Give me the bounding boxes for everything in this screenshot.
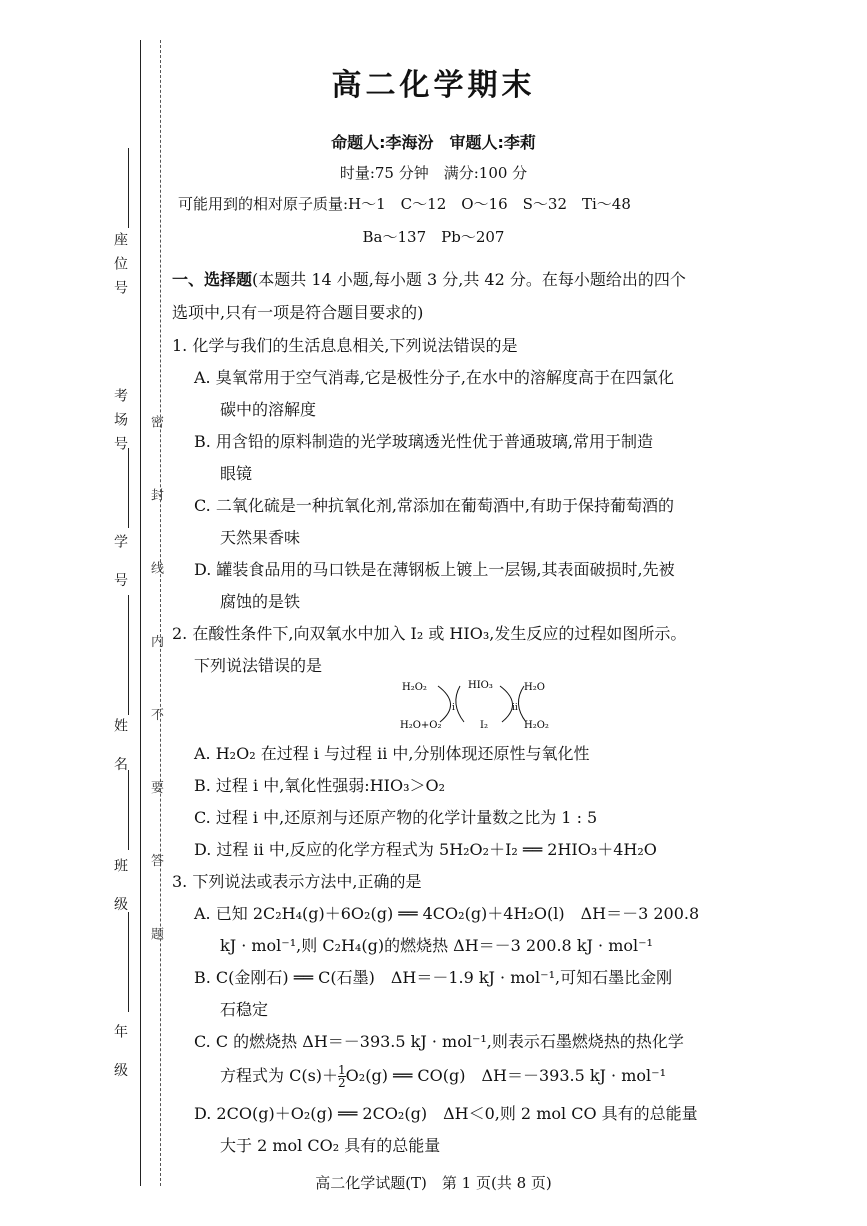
atomic-masses-line-2: Ba～137 Pb～207 bbox=[362, 228, 505, 246]
cycle-arc-right bbox=[500, 686, 513, 722]
seat-label: 座位号 bbox=[112, 232, 128, 304]
q1-option-c: C. 二氧化硫是一种抗氧化剂,常添加在葡萄酒中,有助于保持葡萄酒的 bbox=[194, 496, 675, 515]
name-field bbox=[128, 770, 129, 850]
cycle-arc-left bbox=[438, 686, 451, 722]
q1-option-a: A. 臭氧常用于空气消毒,它是极性分子,在水中的溶解度高于在四氯化 bbox=[194, 368, 674, 387]
q2-stem-cont: 下列说法错误的是 bbox=[194, 656, 323, 675]
time-score: 时量:75 分钟 满分:100 分 bbox=[339, 164, 528, 182]
fraction-denominator: 2 bbox=[338, 1076, 346, 1090]
atomic-masses-line-1: 可能用到的相对原子质量:H～1 C～12 O～16 S～32 Ti～48 bbox=[178, 195, 631, 213]
q3-option-b-cont: 石稳定 bbox=[220, 1000, 269, 1019]
class-field bbox=[128, 912, 129, 1012]
q3-c-text-b: O₂(g) ══ CO(g) ΔH＝－393.5 kJ · mol⁻¹ bbox=[345, 1066, 667, 1085]
cycle-arc-left-inner bbox=[456, 686, 464, 722]
student-id-field bbox=[128, 595, 129, 715]
q3-option-a-cont: kJ · mol⁻¹,则 C₂H₄(g)的燃烧热 ΔH＝－3 200.8 kJ · mol⁻¹ bbox=[220, 936, 653, 955]
diagram-i2: I₂ bbox=[480, 720, 488, 731]
q1-stem: 1. 化学与我们的生活息息相关,下列说法错误的是 bbox=[172, 336, 518, 355]
q2-stem: 2. 在酸性条件下,向双氧水中加入 I₂ 或 HIO₃,发生反应的过程如图所示。 bbox=[172, 624, 687, 643]
section-title: 一、选择题 bbox=[172, 270, 253, 289]
diagram-h2o2: H₂O₂ bbox=[402, 682, 427, 693]
diagram-step-ii: ii bbox=[512, 703, 518, 713]
fraction-numerator: 1 bbox=[338, 1063, 346, 1077]
exam-room-label: 考场号 bbox=[112, 388, 128, 460]
diagram-step-i: i bbox=[452, 703, 455, 713]
q3-option-d: D. 2CO(g)＋O₂(g) ══ 2CO₂(g) ΔH＜0,则 2 mol CO 具有的总能量 bbox=[194, 1104, 698, 1123]
name-label: 姓 名 bbox=[112, 718, 128, 781]
q2-option-c: C. 过程 i 中,还原剂与还原产物的化学计量数之比为 1 : 5 bbox=[194, 808, 598, 827]
section-desc-2: 选项中,只有一项是符合题目要求的) bbox=[172, 303, 424, 322]
fraction-one-half bbox=[338, 1064, 346, 1089]
seal-notice: 密 封 线 内 不 要 答 题 bbox=[148, 415, 163, 968]
seat-field bbox=[128, 148, 129, 228]
page-footer: 高二化学试题(T) 第 1 页(共 8 页) bbox=[315, 1174, 552, 1192]
q2-option-b: B. 过程 i 中,氧化性强弱:HIO₃＞O₂ bbox=[194, 776, 446, 795]
q3-option-d-cont: 大于 2 mol CO₂ 具有的总能量 bbox=[220, 1136, 441, 1155]
exam-room-field bbox=[128, 448, 129, 528]
student-id-label: 学 号 bbox=[112, 534, 128, 597]
binding-line bbox=[140, 40, 141, 1186]
q1-option-c-cont: 天然果香味 bbox=[220, 528, 301, 547]
grade-label: 年 级 bbox=[112, 1024, 128, 1087]
page-title: 高二化学期末 bbox=[331, 68, 536, 103]
section-heading bbox=[172, 270, 686, 290]
q3-option-c: C. C 的燃烧热 ΔH＝－393.5 kJ · mol⁻¹,则表示石墨燃烧热的热化学 bbox=[194, 1032, 684, 1051]
reaction-cycle-diagram bbox=[400, 676, 570, 736]
q1-option-b-cont: 眼镜 bbox=[220, 464, 253, 483]
authors: 命题人:李海汾 审题人:李莉 bbox=[331, 133, 536, 152]
class-label: 班 级 bbox=[112, 858, 128, 921]
q3-c-text-a: 方程式为 C(s)＋ bbox=[220, 1066, 339, 1085]
q1-option-a-cont: 碳中的溶解度 bbox=[220, 400, 317, 419]
q3-option-b: B. C(金刚石) ══ C(石墨) ΔH＝－1.9 kJ · mol⁻¹,可知石墨比金刚 bbox=[194, 968, 673, 987]
q2-option-d: D. 过程 ii 中,反应的化学方程式为 5H₂O₂＋I₂ ══ 2HIO₃＋4H₂O bbox=[194, 840, 657, 859]
q3-option-a: A. 已知 2C₂H₄(g)＋6O₂(g) ══ 4CO₂(g)＋4H₂O(l) ΔH＝－3 200.8 bbox=[194, 904, 700, 923]
diagram-h2o-o2: H₂O+O₂ bbox=[400, 720, 442, 731]
q1-option-b: B. 用含铅的原料制造的光学玻璃透光性优于普通玻璃,常用于制造 bbox=[194, 432, 654, 451]
diagram-h2o: H₂O bbox=[524, 682, 545, 693]
q3-stem: 3. 下列说法或表示方法中,正确的是 bbox=[172, 872, 422, 891]
diagram-hio3: HIO₃ bbox=[468, 680, 493, 691]
q1-option-d-cont: 腐蚀的是铁 bbox=[220, 592, 301, 611]
q3-option-c-cont bbox=[220, 1064, 666, 1089]
q2-option-a: A. H₂O₂ 在过程 i 与过程 ii 中,分别体现还原性与氧化性 bbox=[194, 744, 590, 763]
section-desc-1: (本题共 14 小题,每小题 3 分,共 42 分。在每小题给出的四个 bbox=[252, 270, 686, 289]
q1-option-d: D. 罐装食品用的马口铁是在薄钢板上镀上一层锡,其表面破损时,先被 bbox=[194, 560, 675, 579]
diagram-h2o2-b: H₂O₂ bbox=[524, 720, 549, 731]
